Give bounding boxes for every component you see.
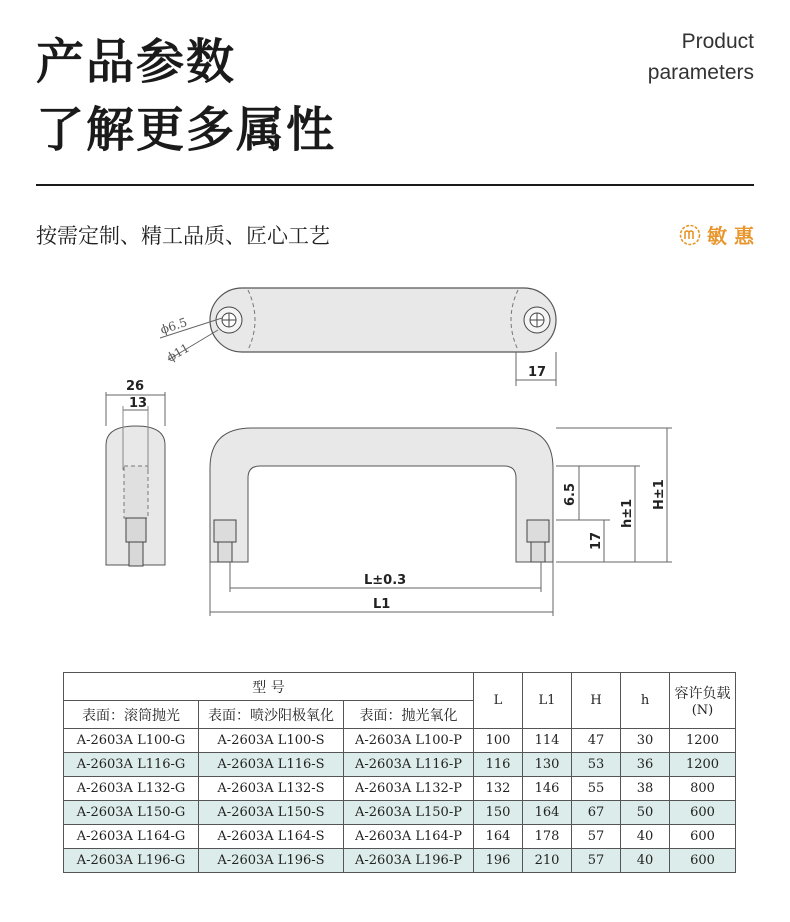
cell-L: 150 [474,801,523,825]
cell-g: A-2603A L116-G [64,753,199,777]
cell-H: 55 [572,777,621,801]
cell-L: 116 [474,753,523,777]
cell-load: 1200 [670,729,736,753]
col-p-header: 表面：抛光氧化 [344,701,474,729]
cell-H: 57 [572,825,621,849]
english-title-line2: parameters [647,61,754,84]
col-load-title: 容许负载 [674,686,731,702]
slogan-text: 按需定制、精工品质、匠心工艺 [36,224,330,248]
cell-h: 38 [621,777,670,801]
model-group-header: 型 号 [64,673,474,701]
cell-g: A-2603A L164-G [64,825,199,849]
table-row [64,753,736,777]
top-view [160,288,556,386]
cell-L1: 130 [523,753,572,777]
dim-17b-label: 17 [589,531,604,550]
cell-g: A-2603A L132-G [64,777,199,801]
side-26-label: 26 [126,379,145,394]
cell-H: 53 [572,753,621,777]
cell-L1: 114 [523,729,572,753]
cell-h: 40 [621,849,670,873]
col-load-header [670,673,736,729]
L-label: L±0.3 [364,573,407,588]
col-s-header: 表面：喷沙阳极氧化 [199,701,344,729]
table-row [64,825,736,849]
cell-s: A-2603A L164-S [199,825,344,849]
brand-logo-icon [679,224,701,246]
side-13-label: 13 [129,396,148,411]
cell-p: A-2603A L150-P [344,801,474,825]
cell-L: 196 [474,849,523,873]
technical-drawing [0,270,790,630]
width-17-label: 17 [528,365,547,380]
cell-g: A-2603A L196-G [64,849,199,873]
cell-h: 36 [621,753,670,777]
cell-g: A-2603A L100-G [64,729,199,753]
cell-s: A-2603A L196-S [199,849,344,873]
cell-s: A-2603A L150-S [199,801,344,825]
side-view [106,392,165,566]
cell-H: 67 [572,801,621,825]
cell-load: 1200 [670,753,736,777]
cell-h: 50 [621,801,670,825]
cell-p: A-2603A L164-P [344,825,474,849]
cell-h: 40 [621,825,670,849]
col-L-header: L [474,673,523,729]
spec-table [63,672,736,873]
cell-L: 132 [474,777,523,801]
cell-L1: 146 [523,777,572,801]
cell-p: A-2603A L196-P [344,849,474,873]
cell-load: 600 [670,801,736,825]
cell-load: 600 [670,849,736,873]
table-row [64,849,736,873]
page-title-line1: 产品参数 [36,34,237,90]
table-row [64,729,736,753]
h-label: h±1 [620,498,635,528]
dia-small-label: ϕ6.5 [158,315,189,337]
english-title-line1: Product [681,30,754,53]
cell-L1: 178 [523,825,572,849]
header-divider [36,184,754,186]
brand-mark [679,220,754,249]
cell-s: A-2603A L116-S [199,753,344,777]
cell-L1: 164 [523,801,572,825]
col-load-unit: (N) [691,703,714,718]
table-row [64,801,736,825]
cell-L: 100 [474,729,523,753]
col-L1-header: L1 [523,673,572,729]
L1-label: L1 [373,597,391,612]
page-title-line2: 了解更多属性 [36,102,337,158]
cell-L1: 210 [523,849,572,873]
cell-p: A-2603A L100-P [344,729,474,753]
dim-65-label: 6.5 [563,482,578,506]
cell-L: 164 [474,825,523,849]
col-H-header: H [572,673,621,729]
dia-large-label: ϕ11 [164,340,192,365]
brand-name: 敏 惠 [707,224,754,248]
cell-s: A-2603A L100-S [199,729,344,753]
table-row [64,777,736,801]
cell-H: 47 [572,729,621,753]
cell-s: A-2603A L132-S [199,777,344,801]
cell-p: A-2603A L116-P [344,753,474,777]
H-label: H±1 [652,479,667,510]
cell-load: 600 [670,825,736,849]
cell-H: 57 [572,849,621,873]
cell-g: A-2603A L150-G [64,801,199,825]
col-h-header: h [621,673,670,729]
front-view [210,428,672,616]
cell-load: 800 [670,777,736,801]
cell-p: A-2603A L132-P [344,777,474,801]
cell-h: 30 [621,729,670,753]
col-g-header: 表面：滚筒抛光 [64,701,199,729]
